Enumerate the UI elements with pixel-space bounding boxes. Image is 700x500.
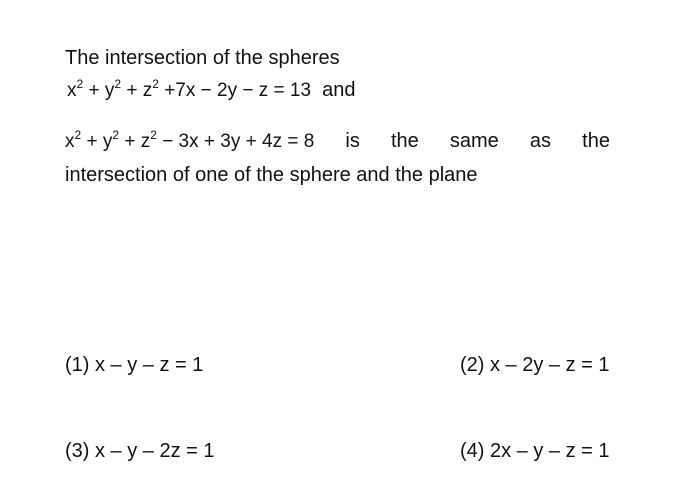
option-1[interactable]: (1) x – y – z = 1 (65, 354, 204, 376)
option-4[interactable]: (4) 2x – y – z = 1 (460, 440, 610, 462)
option-2[interactable]: (2) x – 2y – z = 1 (460, 354, 610, 376)
word: the (390, 130, 419, 152)
word: is (345, 130, 360, 152)
sphere-equation-1: $x^2 + y^2 + z^2 +7x - 2y - z = 13$ (67, 76, 312, 101)
question-line-2 (67, 78, 356, 103)
sphere-equation-2: $x^2 + y^2 + z^2 - 3x + 3y + 4z = 8$ (65, 127, 315, 152)
question-line-3 (65, 129, 610, 154)
question-line-4: intersection of one of the sphere and the plane (65, 164, 478, 186)
word: same (449, 130, 499, 152)
word: the (582, 130, 610, 152)
and-word: and (322, 79, 356, 101)
question-line-1: The intersection of the spheres (65, 47, 340, 69)
word: as (529, 130, 552, 152)
option-3[interactable]: (3) x – y – 2z = 1 (65, 440, 215, 462)
